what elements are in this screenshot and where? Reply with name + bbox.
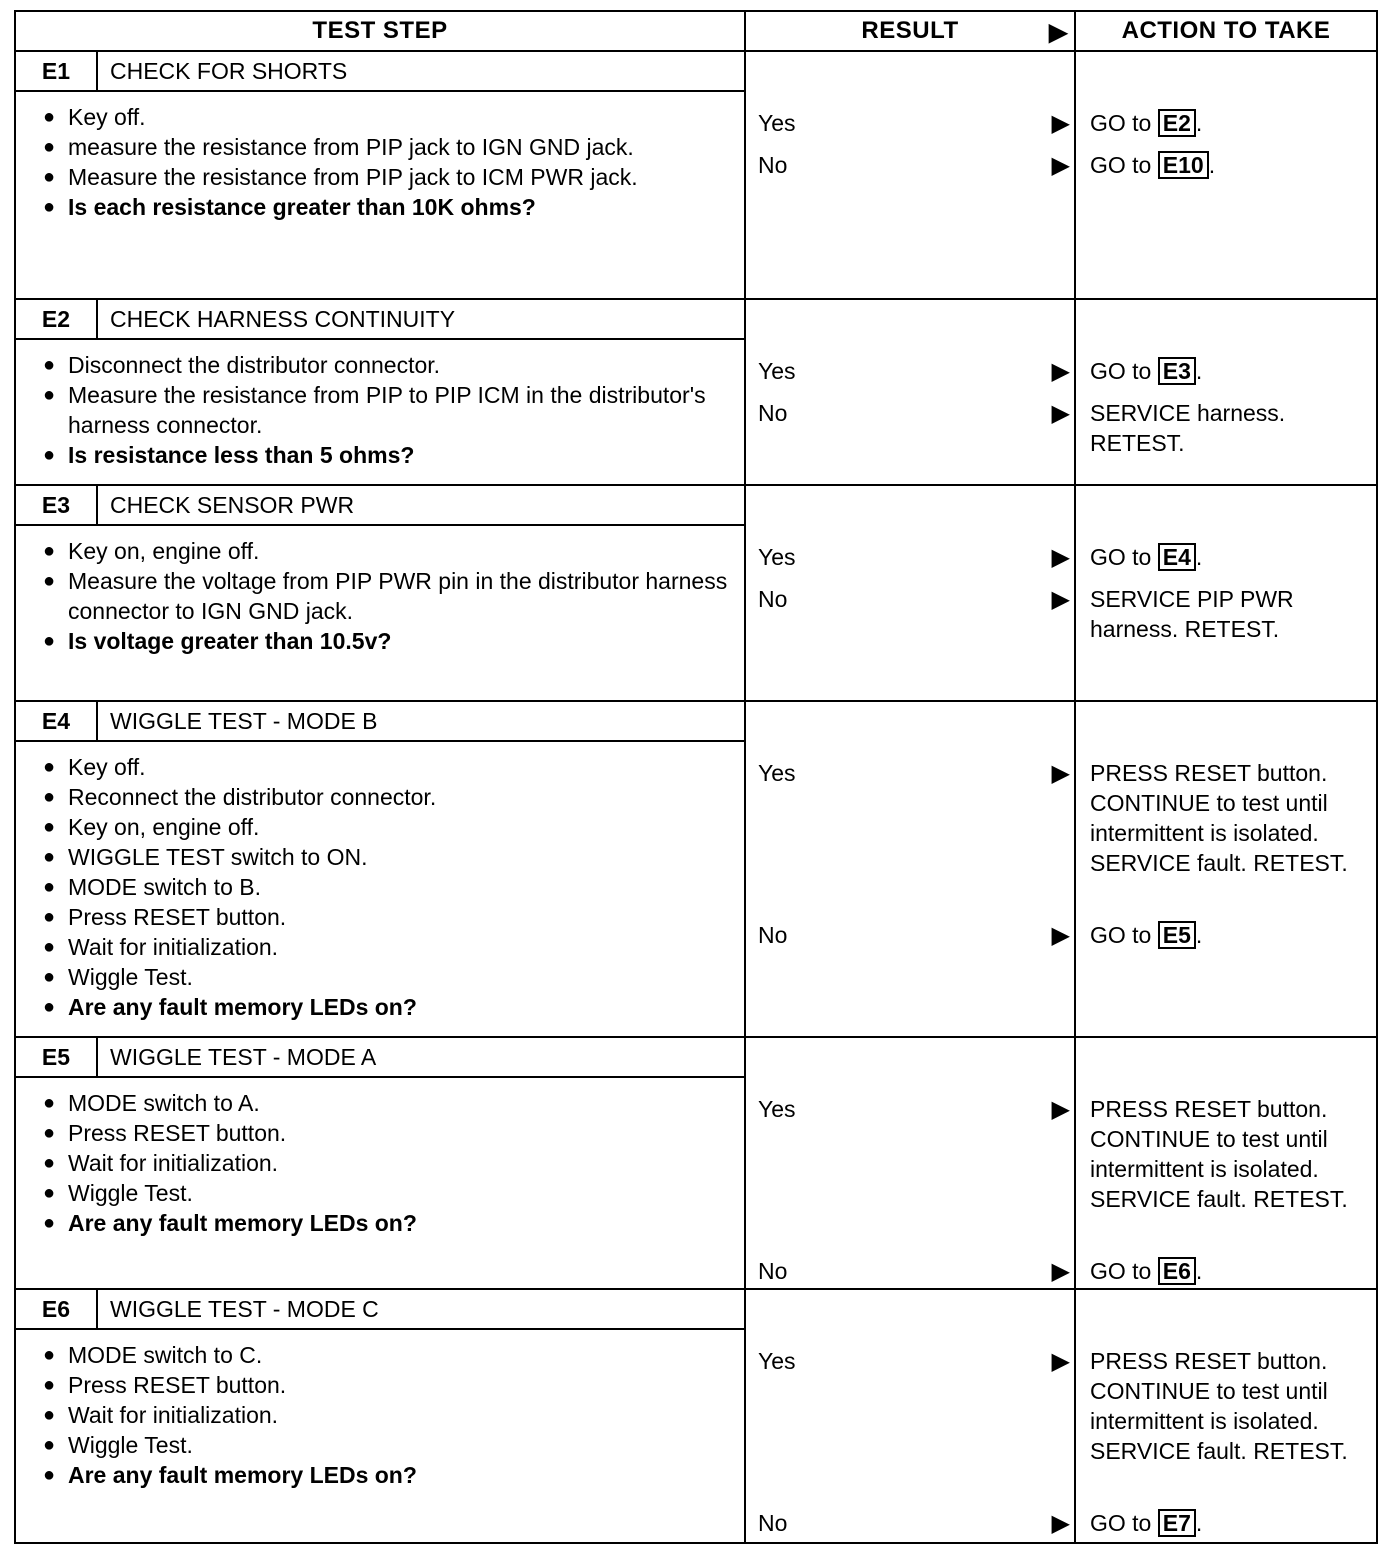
- step-instructions: [15, 1077, 745, 1289]
- bullet-text: Wiggle Test.: [68, 1180, 193, 1206]
- header-row: [15, 11, 1377, 51]
- step-title: CHECK SENSOR PWR: [97, 485, 745, 525]
- arrow-right-icon: ▶: [1051, 109, 1070, 137]
- bullet-item: [24, 872, 736, 902]
- bullet-icon: ●: [42, 996, 56, 1018]
- bullet-text: Are any fault memory LEDs on?: [68, 1210, 417, 1236]
- bullet-icon: ●: [42, 936, 56, 958]
- bullet-text: Press RESET button.: [68, 1120, 287, 1146]
- result-yes: [758, 1094, 1070, 1124]
- bullet-icon: ●: [42, 196, 56, 218]
- action-prefix: GO to: [1090, 1510, 1158, 1536]
- step-id: E4: [15, 701, 97, 741]
- arrow-right-icon: ▶: [1049, 19, 1068, 46]
- bullet-icon: ●: [42, 354, 56, 376]
- bullet-item: [24, 992, 736, 1022]
- result-no: [758, 1508, 1070, 1538]
- arrow-right-icon: ▶: [1051, 399, 1070, 427]
- step-instructions: [15, 1329, 745, 1543]
- bullet-icon: ●: [42, 166, 56, 188]
- step-instructions: [15, 339, 745, 485]
- result-cell: [745, 1037, 1075, 1289]
- step-instructions: [15, 91, 745, 299]
- result-yes-label: Yes: [758, 543, 796, 570]
- action-yes: [1090, 1094, 1370, 1214]
- bullet-text: Is resistance less than 5 ohms?: [68, 442, 415, 468]
- action-yes: [1090, 1346, 1370, 1466]
- bullet-item: [24, 1430, 736, 1460]
- action-header: ACTION TO TAKE: [1075, 11, 1377, 51]
- action-prefix: GO to: [1090, 152, 1158, 178]
- bullet-icon: ●: [42, 1344, 56, 1366]
- bullet-text: Wiggle Test.: [68, 964, 193, 990]
- bullet-item: [24, 902, 736, 932]
- step-title-row: [15, 1289, 1377, 1329]
- bullet-text: Wait for initialization.: [68, 1150, 279, 1176]
- bullet-text: Measure the resistance from PIP to PIP ICM in the distributor's harness connector.: [68, 382, 706, 438]
- bullet-text: Are any fault memory LEDs on?: [68, 994, 417, 1020]
- arrow-right-icon: ▶: [1051, 585, 1070, 613]
- result-yes: [758, 542, 1070, 572]
- bullet-text: Is voltage greater than 10.5v?: [68, 628, 392, 654]
- action-cell: [1075, 1037, 1377, 1289]
- bullet-text: Press RESET button.: [68, 904, 287, 930]
- bullet-icon: ●: [42, 966, 56, 988]
- bullet-item: [24, 1118, 736, 1148]
- action-no: [1090, 150, 1370, 180]
- step-id: E2: [15, 299, 97, 339]
- diagnostic-table: [14, 10, 1378, 1544]
- bullet-item: [24, 192, 736, 222]
- bullet-icon: ●: [42, 906, 56, 928]
- bullet-item: [24, 1400, 736, 1430]
- bullet-item: [24, 1178, 736, 1208]
- action-cell: [1075, 1289, 1377, 1543]
- result-no: [758, 1256, 1070, 1286]
- step-title: WIGGLE TEST - MODE C: [97, 1289, 745, 1329]
- action-no: [1090, 1256, 1370, 1286]
- bullet-item: [24, 932, 736, 962]
- bullet-item: [24, 626, 736, 656]
- result-yes-label: Yes: [758, 1095, 796, 1122]
- arrow-right-icon: ▶: [1051, 151, 1070, 179]
- step-instructions: [15, 525, 745, 701]
- bullet-icon: ●: [42, 1152, 56, 1174]
- action-suffix: .: [1195, 358, 1203, 384]
- bullet-icon: ●: [42, 816, 56, 838]
- bullet-item: [24, 1370, 736, 1400]
- result-cell: [745, 299, 1075, 485]
- bullet-item: [24, 752, 736, 782]
- bullet-text: Key on, engine off.: [68, 538, 260, 564]
- result-no-label: No: [758, 399, 788, 426]
- bullet-item: [24, 782, 736, 812]
- table-body: [15, 51, 1377, 1543]
- action-suffix: .: [1195, 1510, 1203, 1536]
- step-reference-box: E5: [1158, 921, 1196, 949]
- arrow-right-icon: ▶: [1051, 1257, 1070, 1285]
- result-yes: [758, 1346, 1070, 1376]
- step-title: CHECK FOR SHORTS: [97, 51, 745, 91]
- step-reference-box: E10: [1158, 151, 1209, 179]
- step-reference-box: E4: [1158, 543, 1196, 571]
- action-no: [1090, 1508, 1370, 1538]
- bullet-icon: ●: [42, 876, 56, 898]
- action-text: SERVICE PIP PWR harness. RETEST.: [1090, 586, 1294, 642]
- arrow-right-icon: ▶: [1051, 1347, 1070, 1375]
- bullet-item: [24, 1148, 736, 1178]
- step-title: WIGGLE TEST - MODE B: [97, 701, 745, 741]
- action-yes: [1090, 356, 1370, 386]
- arrow-right-icon: ▶: [1051, 1095, 1070, 1123]
- bullet-item: [24, 132, 736, 162]
- result-yes: [758, 758, 1070, 788]
- bullet-icon: ●: [42, 106, 56, 128]
- bullet-icon: ●: [42, 136, 56, 158]
- bullet-item: [24, 1340, 736, 1370]
- bullet-text: MODE switch to A.: [68, 1090, 260, 1116]
- arrow-right-icon: ▶: [1051, 357, 1070, 385]
- bullet-text: MODE switch to B.: [68, 874, 261, 900]
- step-title: CHECK HARNESS CONTINUITY: [97, 299, 745, 339]
- bullet-icon: ●: [42, 630, 56, 652]
- bullet-item: [24, 102, 736, 132]
- action-suffix: .: [1195, 1258, 1203, 1284]
- bullet-text: Measure the resistance from PIP jack to ICM PWR jack.: [68, 164, 638, 190]
- bullet-item: [24, 380, 736, 440]
- action-prefix: GO to: [1090, 358, 1158, 384]
- arrow-right-icon: ▶: [1051, 921, 1070, 949]
- step-reference-box: E3: [1158, 357, 1196, 385]
- step-instructions: [15, 741, 745, 1037]
- bullet-icon: ●: [42, 1374, 56, 1396]
- action-cell: [1075, 299, 1377, 485]
- bullet-icon: ●: [42, 846, 56, 868]
- action-suffix: .: [1195, 544, 1203, 570]
- bullet-item: [24, 1460, 736, 1490]
- bullet-icon: ●: [42, 786, 56, 808]
- bullet-icon: ●: [42, 540, 56, 562]
- bullet-icon: ●: [42, 384, 56, 406]
- step-title-row: [15, 299, 1377, 339]
- action-prefix: GO to: [1090, 1258, 1158, 1284]
- result-yes-label: Yes: [758, 759, 796, 786]
- step-title-row: [15, 1037, 1377, 1077]
- result-cell: [745, 701, 1075, 1037]
- bullet-text: Measure the voltage from PIP PWR pin in the distributor harness connector to IGN GND jack.: [68, 568, 728, 624]
- action-no: [1090, 398, 1370, 458]
- step-reference-box: E2: [1158, 109, 1196, 137]
- action-cell: [1075, 485, 1377, 701]
- bullet-text: Key on, engine off.: [68, 814, 260, 840]
- result-no-label: No: [758, 151, 788, 178]
- step-reference-box: E6: [1158, 1257, 1196, 1285]
- bullet-item: [24, 842, 736, 872]
- bullet-text: Disconnect the distributor connector.: [68, 352, 441, 378]
- bullet-icon: ●: [42, 1464, 56, 1486]
- action-suffix: .: [1208, 152, 1216, 178]
- arrow-right-icon: ▶: [1051, 543, 1070, 571]
- result-yes: [758, 356, 1070, 386]
- result-no-label: No: [758, 1509, 788, 1536]
- step-id: E1: [15, 51, 97, 91]
- result-no-label: No: [758, 585, 788, 612]
- bullet-text: Reconnect the distributor connector.: [68, 784, 437, 810]
- bullet-icon: ●: [42, 756, 56, 778]
- bullet-icon: ●: [42, 1404, 56, 1426]
- action-suffix: .: [1195, 110, 1203, 136]
- bullet-icon: ●: [42, 1122, 56, 1144]
- bullet-item: [24, 350, 736, 380]
- bullet-icon: ●: [42, 1434, 56, 1456]
- result-header-label: RESULT: [861, 17, 959, 44]
- bullet-icon: ●: [42, 1212, 56, 1234]
- step-reference-box: E7: [1158, 1509, 1196, 1537]
- action-prefix: GO to: [1090, 544, 1158, 570]
- diagnostic-table-sheet: [14, 10, 1376, 1537]
- bullet-item: [24, 1208, 736, 1238]
- bullet-text: MODE switch to C.: [68, 1342, 263, 1368]
- bullet-item: [24, 536, 736, 566]
- result-no: [758, 150, 1070, 180]
- result-yes-label: Yes: [758, 357, 796, 384]
- action-text: SERVICE harness. RETEST.: [1090, 400, 1286, 456]
- bullet-text: WIGGLE TEST switch to ON.: [68, 844, 368, 870]
- result-cell: [745, 485, 1075, 701]
- action-text: PRESS RESET button. CONTINUE to test until intermittent is isolated. SERVICE fault. RETEST.: [1090, 1348, 1348, 1464]
- action-cell: [1075, 701, 1377, 1037]
- step-title-row: [15, 485, 1377, 525]
- bullet-icon: ●: [42, 444, 56, 466]
- step-id: E3: [15, 485, 97, 525]
- action-text: PRESS RESET button. CONTINUE to test until intermittent is isolated. SERVICE fault. RETEST.: [1090, 1096, 1348, 1212]
- bullet-icon: ●: [42, 1092, 56, 1114]
- bullet-text: measure the resistance from PIP jack to IGN GND jack.: [68, 134, 634, 160]
- result-yes-label: Yes: [758, 1347, 796, 1374]
- arrow-right-icon: ▶: [1051, 1509, 1070, 1537]
- result-cell: [745, 1289, 1075, 1543]
- bullet-text: Press RESET button.: [68, 1372, 287, 1398]
- result-no: [758, 584, 1070, 614]
- result-yes-label: Yes: [758, 109, 796, 136]
- bullet-text: Are any fault memory LEDs on?: [68, 1462, 417, 1488]
- action-cell: [1075, 51, 1377, 299]
- bullet-text: Key off.: [68, 104, 146, 130]
- action-prefix: GO to: [1090, 922, 1158, 948]
- bullet-icon: ●: [42, 570, 56, 592]
- bullet-text: Wiggle Test.: [68, 1432, 193, 1458]
- bullet-item: [24, 962, 736, 992]
- bullet-item: [24, 440, 736, 470]
- bullet-text: Wait for initialization.: [68, 934, 279, 960]
- action-suffix: .: [1195, 922, 1203, 948]
- action-yes: [1090, 108, 1370, 138]
- action-no: [1090, 920, 1370, 950]
- action-yes: [1090, 542, 1370, 572]
- bullet-item: [24, 812, 736, 842]
- step-title: WIGGLE TEST - MODE A: [97, 1037, 745, 1077]
- result-no: [758, 920, 1070, 950]
- test-step-header: TEST STEP: [15, 11, 745, 51]
- result-no-label: No: [758, 1257, 788, 1284]
- bullet-text: Key off.: [68, 754, 146, 780]
- action-yes: [1090, 758, 1370, 878]
- action-no: [1090, 584, 1370, 644]
- step-id: E6: [15, 1289, 97, 1329]
- bullet-text: Is each resistance greater than 10K ohms?: [68, 194, 536, 220]
- result-cell: [745, 51, 1075, 299]
- arrow-right-icon: ▶: [1051, 759, 1070, 787]
- result-yes: [758, 108, 1070, 138]
- result-no: [758, 398, 1070, 428]
- bullet-item: [24, 566, 736, 626]
- result-header: [745, 11, 1075, 51]
- step-title-row: [15, 51, 1377, 91]
- bullet-item: [24, 1088, 736, 1118]
- bullet-icon: ●: [42, 1182, 56, 1204]
- result-no-label: No: [758, 921, 788, 948]
- step-id: E5: [15, 1037, 97, 1077]
- action-text: PRESS RESET button. CONTINUE to test until intermittent is isolated. SERVICE fault. RETEST.: [1090, 760, 1348, 876]
- action-prefix: GO to: [1090, 110, 1158, 136]
- step-title-row: [15, 701, 1377, 741]
- bullet-text: Wait for initialization.: [68, 1402, 279, 1428]
- bullet-item: [24, 162, 736, 192]
